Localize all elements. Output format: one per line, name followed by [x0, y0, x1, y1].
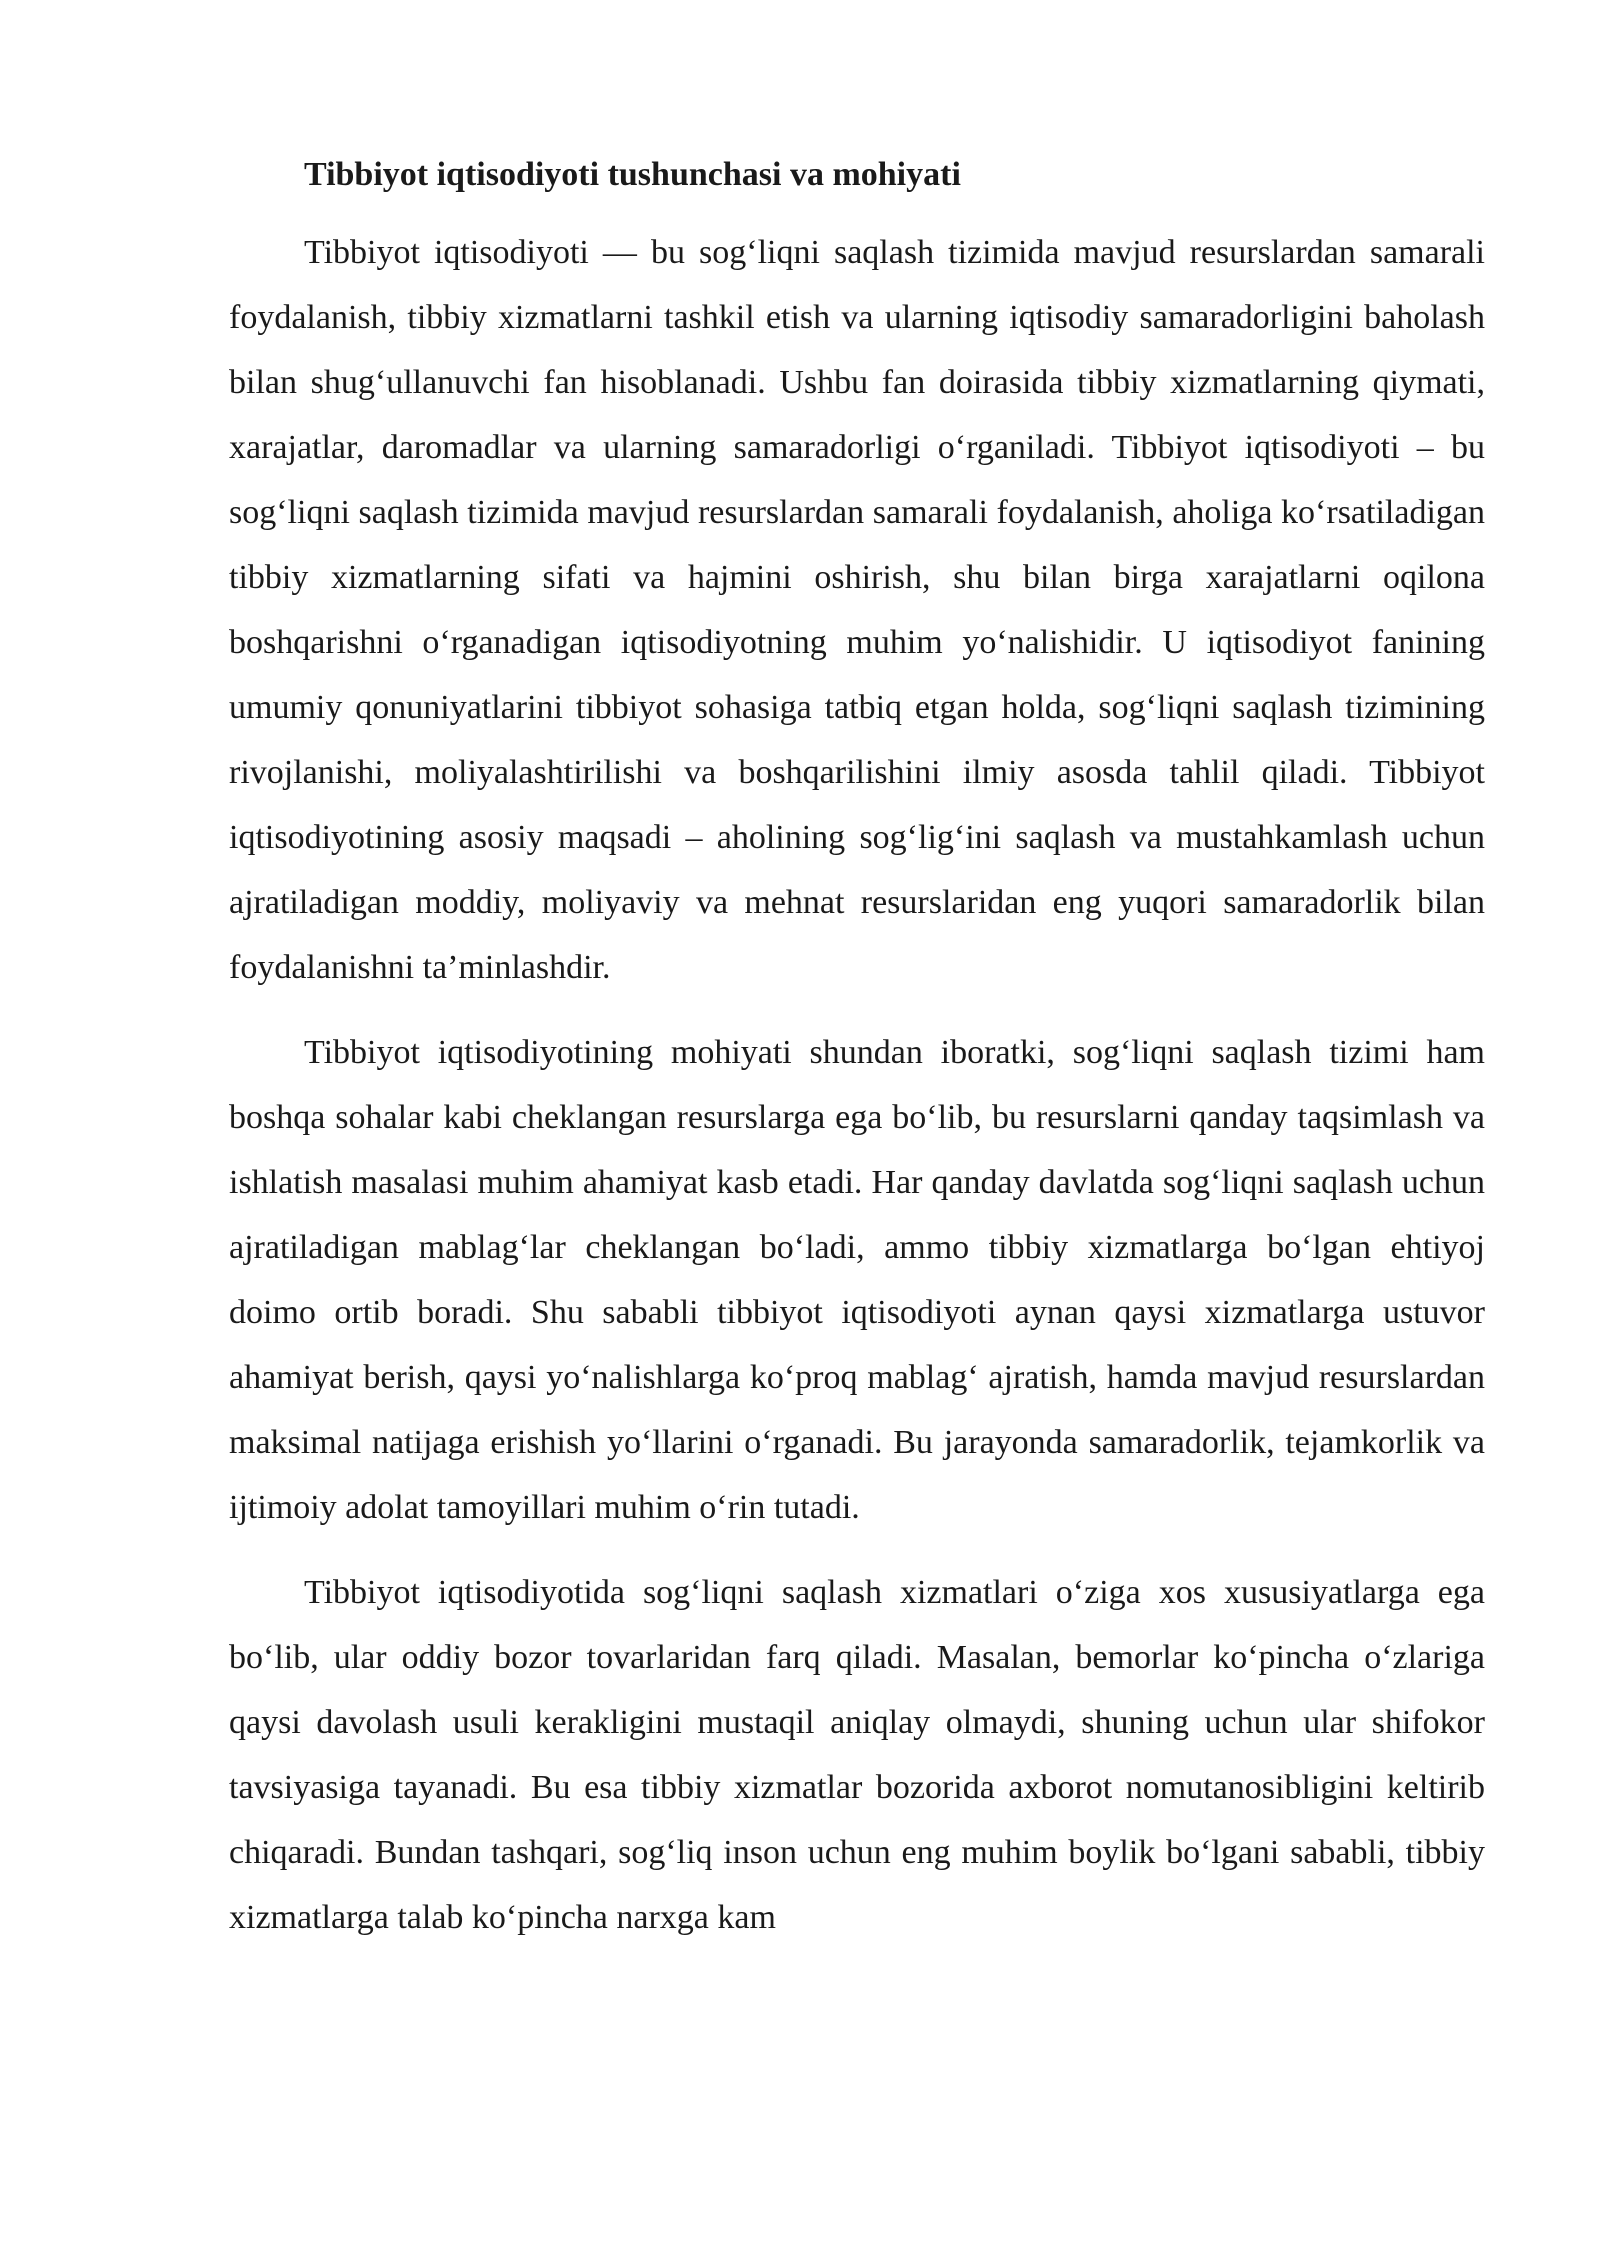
paragraph-3: Tibbiyot iqtisodiyotida sog‘liqni saqlash xizmatlari o‘ziga xos xususiyatlarga ega bo‘lib, ular oddiy bozor tovarlaridan farq qiladi. Masalan, bemorlar ko‘pincha o‘zlariga qaysi davolash usuli kerakligini mustaqil aniqlay olmaydi, shuning uchun ular shifokor tavsiyasiga tayanadi. Bu esa tibbiy xizmatlar bozorida axborot nomutanosibligini keltirib chiqaradi. Bundan tashqari, sog‘liq inson uchun eng muhim boylik bo‘lgani sababli, tibbiy xizmatlarga talab ko‘pincha narxga kam — [229, 1574, 1485, 1936]
paragraph-1: Tibbiyot iqtisodiyoti — bu sog‘liqni saqlash tizimida mavjud resurslardan samarali foydalanish, tibbiy xizmatlarni tashkil etish va ularning iqtisodiy samaradorligini baholash bilan shug‘ullanuvchi fan hisoblanadi. Ushbu fan doirasida tibbiy xizmatlarning qiymati, xarajatlar, daromadlar va ularning samaradorligi o‘rganiladi. Tibbiyot iqtisodiyoti – bu sog‘liqni saqlash tizimida mavjud resurslardan samarali foydalanish, aholiga ko‘rsatiladigan tibbiy xizmatlarning sifati va hajmini oshirish, shu bilan birga xarajatlarni oqilona boshqarishni o‘rganadigan iqtisodiyotning muhim yo‘nalishidir. U iqtisodiyot fanining umumiy qonuniyatlarini tibbiyot sohasiga tatbiq etgan holda, sog‘liqni saqlash tizimining rivojlanishi, moliyalashtirilishi va boshqarilishini ilmiy asosda tahlil qiladi. Tibbiyot iqtisodiyotining asosiy maqsadi – aholining sog‘lig‘ini saqlash va mustahkamlash uchun ajratiladigan moddiy, moliyaviy va mehnat resurslaridan eng yuqori samaradorlik bilan foydalanishni ta’minlashdir. — [229, 234, 1485, 986]
section-heading: Tibbiyot iqtisodiyoti tushunchasi va mohiyati — [304, 156, 961, 193]
document-body — [229, 150, 1485, 1970]
paragraph-2: Tibbiyot iqtisodiyotining mohiyati shundan iboratki, sog‘liqni saqlash tizimi ham boshqa sohalar kabi cheklangan resurslarga ega bo‘lib, bu resurslarni qanday taqsimlash va ishlatish masalasi muhim ahamiyat kasb etadi. Har qanday davlatda sog‘liqni saqlash uchun ajratiladigan mablag‘lar cheklangan bo‘ladi, ammo tibbiy xizmatlarga bo‘lgan ehtiyoj doimo ortib boradi. Shu sababli tibbiyot iqtisodiyoti aynan qaysi xizmatlarga ustuvor ahamiyat berish, qaysi yo‘nalishlarga ko‘proq mablag‘ ajratish, hamda mavjud resurslardan maksimal natijaga erishish yo‘llarini o‘rganadi. Bu jarayonda samaradorlik, tejamkorlik va ijtimoiy adolat tamoyillari muhim o‘rin tutadi. — [229, 1034, 1485, 1526]
